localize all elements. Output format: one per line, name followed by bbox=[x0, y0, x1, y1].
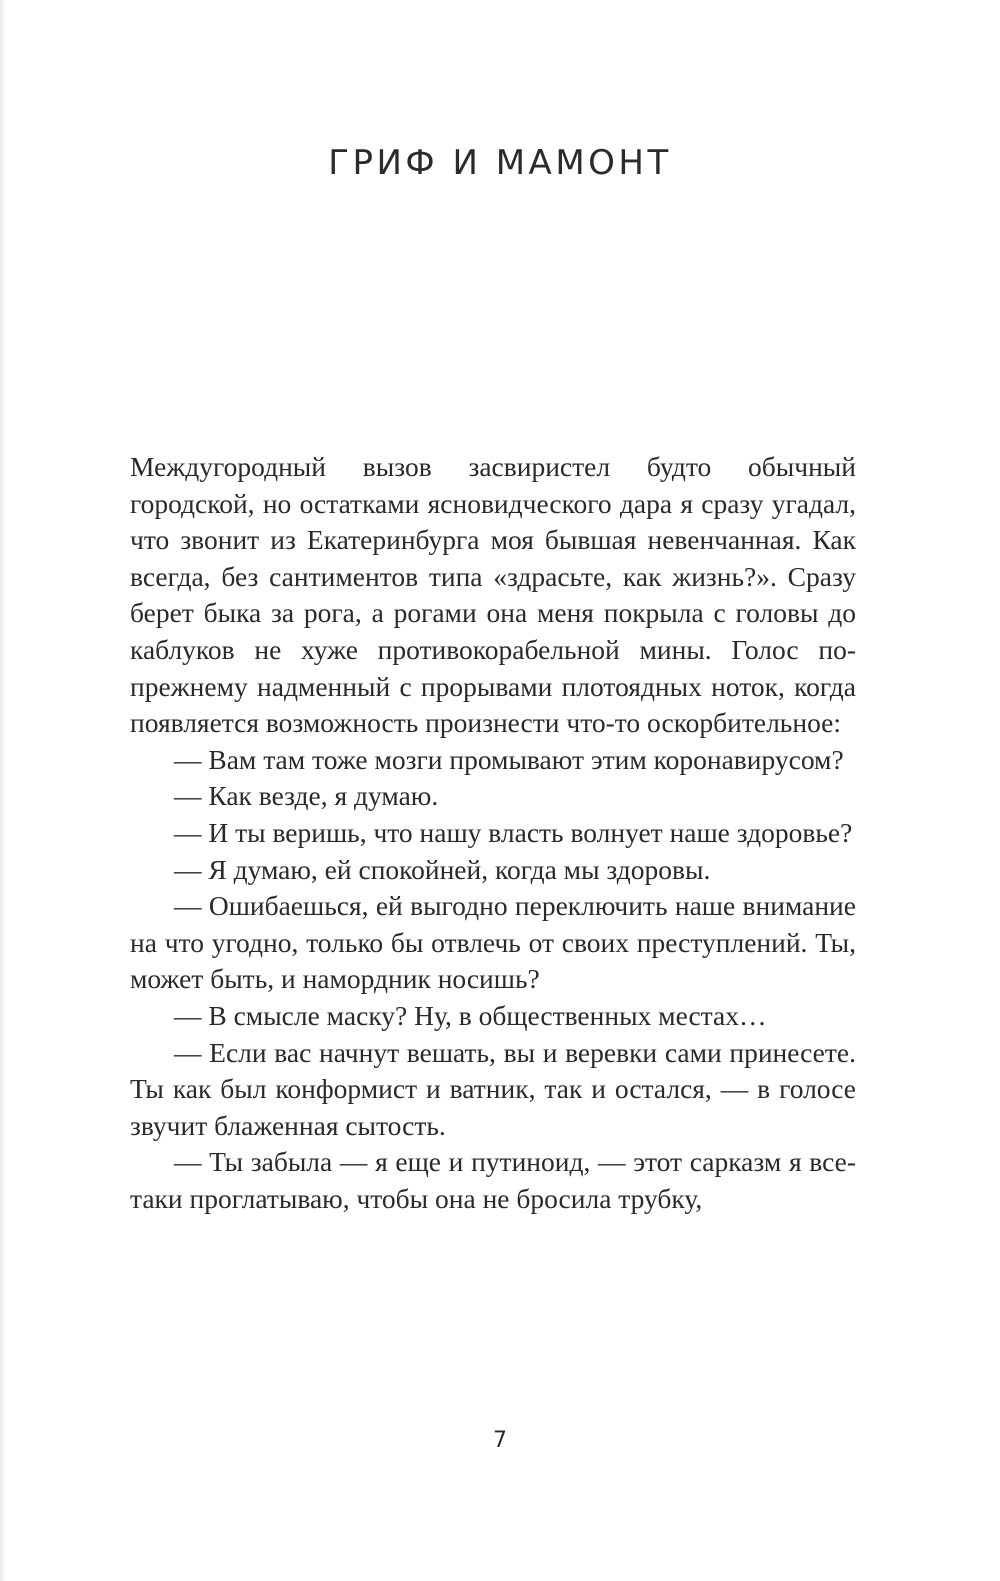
paragraph: — Если вас начнут вешать, вы и веревки сами принесете. Ты как был конформист и ватник, так и остался, — в голосе звучит блаженная сытость. bbox=[130, 1036, 856, 1141]
paragraph: — Как везде, я думаю. bbox=[174, 780, 439, 812]
paragraph: — Ошибаешься, ей выгодно переключить наше внимание на что угодно, только бы отвлечь от своих преступлений. Ты, может быть, и намордник носишь? bbox=[130, 890, 856, 995]
paragraph: — Ты забыла — я еще и путиноид, — этот сарказм я все-таки проглатываю, чтобы она не бросила трубку, bbox=[130, 1146, 856, 1214]
paragraph: Междугородный вызов засвиристел будто обычный городской, но остатками ясновидческого дара я сразу угадал, что звонит из Екатеринбурга моя бывшая невенчанная. Как всегда, без сантиментов типа «здрасьте, как жизнь?». Сразу берет быка за рога, а рогами она меня покрыла с головы до каблуков не хуже противокорабельной мины. Голос по-прежнему надменный с прорывами плотоядных ноток, когда появляется возможность произнести что-то оскорбительное: bbox=[130, 451, 856, 739]
paragraph: — Я думаю, ей спокойней, когда мы здоровы. bbox=[174, 853, 711, 885]
paragraph: — В смысле маску? Ну, в общественных местах… bbox=[174, 999, 767, 1031]
page-number: 7 bbox=[493, 1428, 507, 1453]
paragraph: — Вам там тоже мозги промывают этим коронавирусом? bbox=[174, 743, 844, 775]
body-text bbox=[130, 449, 856, 1217]
page-edge-shadow bbox=[0, 0, 6, 1581]
chapter-title: ГРИФ И МАМОНТ bbox=[328, 143, 672, 183]
paragraph: — И ты веришь, что нашу власть волнует наше здоровье? bbox=[174, 816, 853, 848]
